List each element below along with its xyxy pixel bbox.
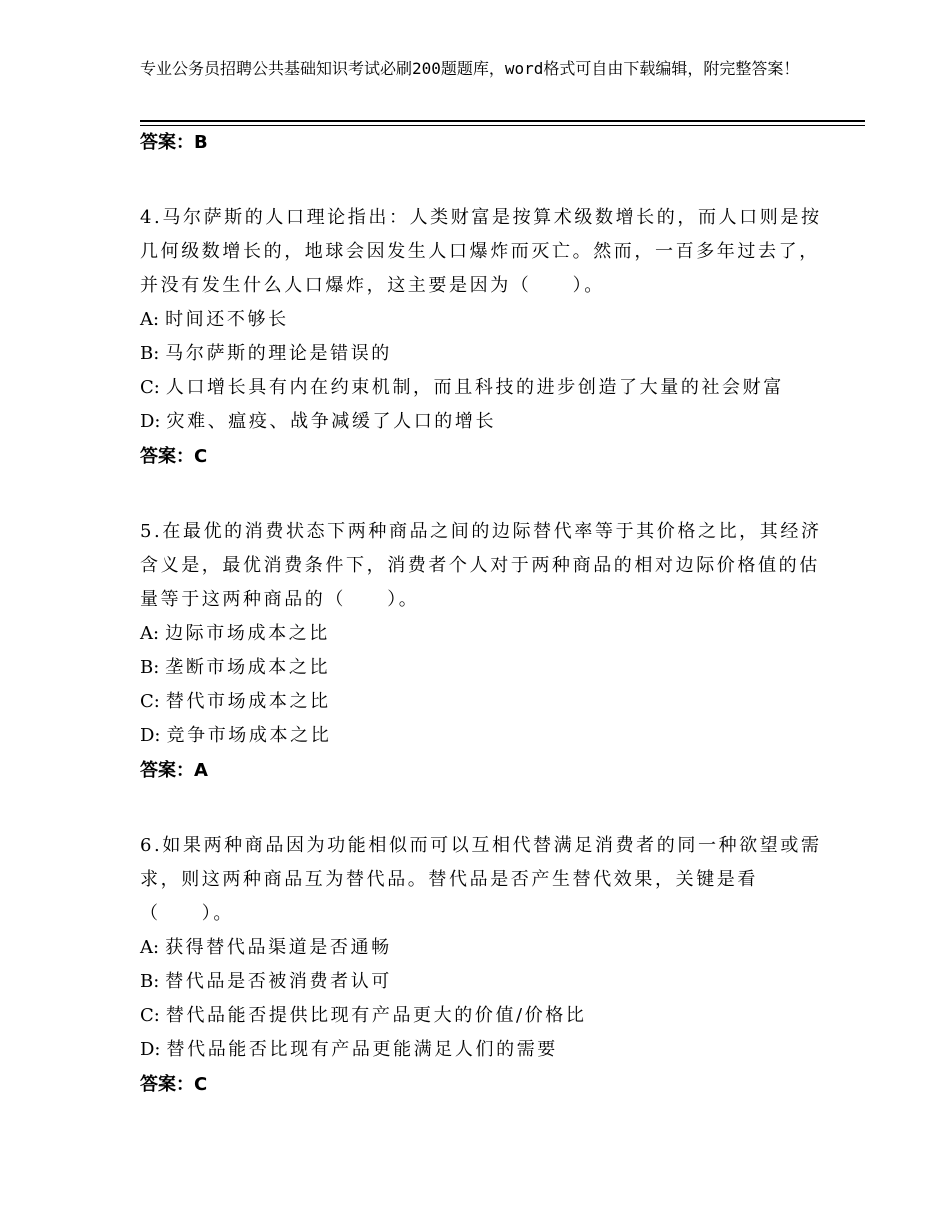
option-text: 获得替代品渠道是否通畅: [165, 937, 392, 958]
document-body: [140, 125, 830, 1103]
option-key: B:: [140, 657, 160, 678]
option-key: A:: [140, 623, 160, 644]
previous-answer: 答案：B: [140, 132, 208, 153]
option-text: 替代品能否比现有产品更能满足人们的需要: [166, 1039, 558, 1060]
option-key: C:: [140, 1005, 160, 1026]
option-key: B:: [140, 343, 160, 364]
option-b: [140, 651, 830, 685]
option-d: [140, 1033, 830, 1067]
option-text: 边际市场成本之比: [165, 623, 330, 644]
question-stem: 5.在最优的消费状态下两种商品之间的边际替代率等于其价格之比，其经济含义是，最优消费条件下，消费者个人对于两种商品的相对边际价格值的估量等于这两种商品的（ ）。: [140, 521, 822, 610]
option-b: [140, 965, 830, 999]
option-c: [140, 999, 830, 1033]
option-text: 时间还不够长: [165, 309, 289, 330]
option-key: D:: [140, 1039, 161, 1060]
option-key: B:: [140, 971, 160, 992]
question-stem: 4.马尔萨斯的人口理论指出：人类财富是按算术级数增长的，而人口则是按几何级数增长的，地球会因发生人口爆炸而灭亡。然而，一百多年过去了，并没有发生什么人口爆炸，这主要是因为（ ）。: [140, 207, 822, 296]
option-text: 人口增长具有内在约束机制，而且科技的进步创造了大量的社会财富: [165, 377, 784, 398]
option-text: 替代品能否提供比现有产品更大的价值/价格比: [165, 1005, 587, 1026]
question-5: [140, 515, 830, 789]
option-key: D:: [140, 411, 161, 432]
option-text: 马尔萨斯的理论是错误的: [165, 343, 392, 364]
option-text: 灾难、瘟疫、战争减缓了人口的增长: [166, 411, 497, 432]
option-key: A:: [140, 309, 160, 330]
answer-label: 答案：C: [140, 1074, 208, 1095]
option-key: C:: [140, 377, 160, 398]
option-d: [140, 405, 830, 439]
question-stem: 6.如果两种商品因为功能相似而可以互相代替满足消费者的同一种欲望或需求，则这两种商品互为替代品。替代品是否产生替代效果，关键是看（ ）。: [140, 835, 822, 924]
option-text: 竞争市场成本之比: [166, 725, 332, 746]
option-text: 替代品是否被消费者认可: [165, 971, 392, 992]
option-key: C:: [140, 691, 160, 712]
option-key: D:: [140, 725, 161, 746]
option-a: [140, 931, 830, 965]
option-a: [140, 617, 830, 651]
option-text: 垄断市场成本之比: [165, 657, 331, 678]
answer-label: 答案：C: [140, 446, 208, 467]
question-6: [140, 829, 830, 1103]
option-key: A:: [140, 937, 160, 958]
option-b: [140, 337, 830, 371]
option-a: [140, 303, 830, 337]
answer-label: 答案：A: [140, 760, 208, 781]
page-header: 专业公务员招聘公共基础知识考试必刷200题题库，word格式可自由下载编辑，附完整答案！: [140, 59, 800, 78]
option-text: 替代市场成本之比: [165, 691, 331, 712]
option-d: [140, 719, 830, 753]
question-4: [140, 201, 830, 475]
option-c: [140, 685, 830, 719]
header-rule-thick: [140, 120, 865, 122]
option-c: [140, 371, 830, 405]
